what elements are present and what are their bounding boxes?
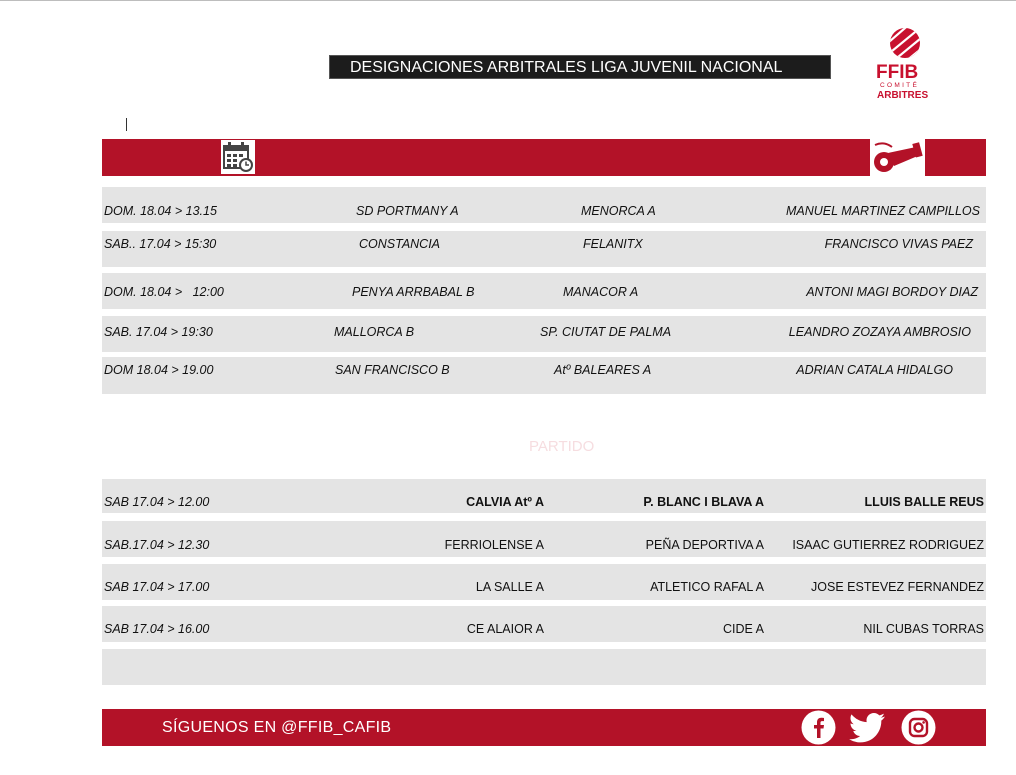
home-team: CONSTANCIA — [359, 237, 441, 251]
away-team: CIDE A — [723, 622, 764, 636]
home-team: CE ALAIOR A — [466, 622, 544, 636]
match-date: DOM. 18.04 > 12:00 — [104, 285, 224, 299]
away-team: Atº BALEARES A — [554, 363, 652, 377]
referee-name: FRANCISCO VIVAS PAEZ — [824, 237, 973, 251]
partido-heading: PARTIDO — [529, 438, 595, 455]
away-team: ATLETICO RAFAL A — [650, 580, 764, 594]
referee-name: NIL CUBAS TORRAS — [863, 622, 984, 636]
whistle-icon-box — [870, 139, 925, 176]
table-row — [102, 187, 986, 223]
instagram-icon[interactable] — [901, 710, 936, 745]
logo-text: FFIB — [876, 62, 919, 83]
home-team: PENYA ARRBABAL B — [352, 285, 475, 299]
table-row-empty — [102, 649, 986, 685]
match-date: DOM. 18.04 > 13.15 — [104, 204, 217, 218]
home-team: CALVIA Atº A — [466, 495, 544, 509]
match-date: SAB 17.04 > 16.00 — [104, 622, 210, 636]
header-band — [102, 139, 986, 176]
whistle-icon — [870, 139, 925, 176]
home-team: LA SALLE A — [475, 580, 544, 594]
referee-name: MANUEL MARTINEZ CAMPILLOS — [785, 204, 980, 218]
referee-name: LEANDRO ZOZAYA AMBROSIO — [788, 325, 971, 339]
match-date: DOM 18.04 > 19.00 — [104, 363, 214, 377]
home-team: SAN FRANCISCO B — [335, 363, 450, 377]
home-team: SD PORTMANY A — [356, 204, 459, 218]
logo-sub2: ARBITRES — [877, 90, 929, 101]
table-row — [102, 316, 986, 352]
home-team: MALLORCA B — [334, 325, 415, 339]
logo-sub1: COMITÉ — [880, 82, 920, 89]
social-label: SÍGUENOS EN @FFIB_CAFIB — [162, 719, 392, 736]
table-row — [102, 357, 986, 394]
away-team: P. BLANC I BLAVA A — [643, 495, 764, 509]
referee-name: ADRIAN CATALA HIDALGO — [796, 363, 953, 377]
footer-band — [102, 709, 986, 746]
table-row — [102, 273, 986, 309]
calendar-icon — [221, 140, 255, 174]
table-row — [102, 521, 986, 557]
referee-name: ANTONI MAGI BORDOY DIAZ — [806, 285, 978, 299]
page-title: DESIGNACIONES ARBITRALES LIGA JUVENIL NACIONAL — [329, 55, 831, 79]
match-date: SAB 17.04 > 17.00 — [104, 580, 210, 594]
top-divider — [0, 0, 1016, 1]
ffib-logo — [872, 26, 934, 104]
twitter-icon[interactable] — [847, 710, 887, 745]
table-row — [102, 231, 986, 267]
match-date: SAB 17.04 > 12.00 — [104, 495, 210, 509]
away-team: FELANITX — [583, 237, 643, 251]
away-team: MENORCA A — [581, 204, 656, 218]
table-row — [102, 564, 986, 600]
match-date: SAB.. 17.04 > 15:30 — [104, 237, 217, 251]
referee-name: ISAAC GUTIERREZ RODRIGUEZ — [792, 538, 984, 552]
away-team: SP. CIUTAT DE PALMA — [540, 325, 672, 339]
referee-name: JOSE ESTEVEZ FERNANDEZ — [811, 580, 984, 594]
match-date: SAB. 17.04 > 19:30 — [104, 325, 213, 339]
table-row — [102, 606, 986, 642]
match-date: SAB.17.04 > 12.30 — [104, 538, 210, 552]
table-row — [102, 479, 986, 513]
facebook-icon[interactable] — [801, 710, 836, 745]
away-team: PEÑA DEPORTIVA A — [645, 538, 764, 552]
text-cursor — [126, 118, 127, 131]
home-team: FERRIOLENSE A — [444, 538, 544, 552]
away-team: MANACOR A — [563, 285, 639, 299]
referee-name: LLUIS BALLE REUS — [864, 495, 984, 509]
